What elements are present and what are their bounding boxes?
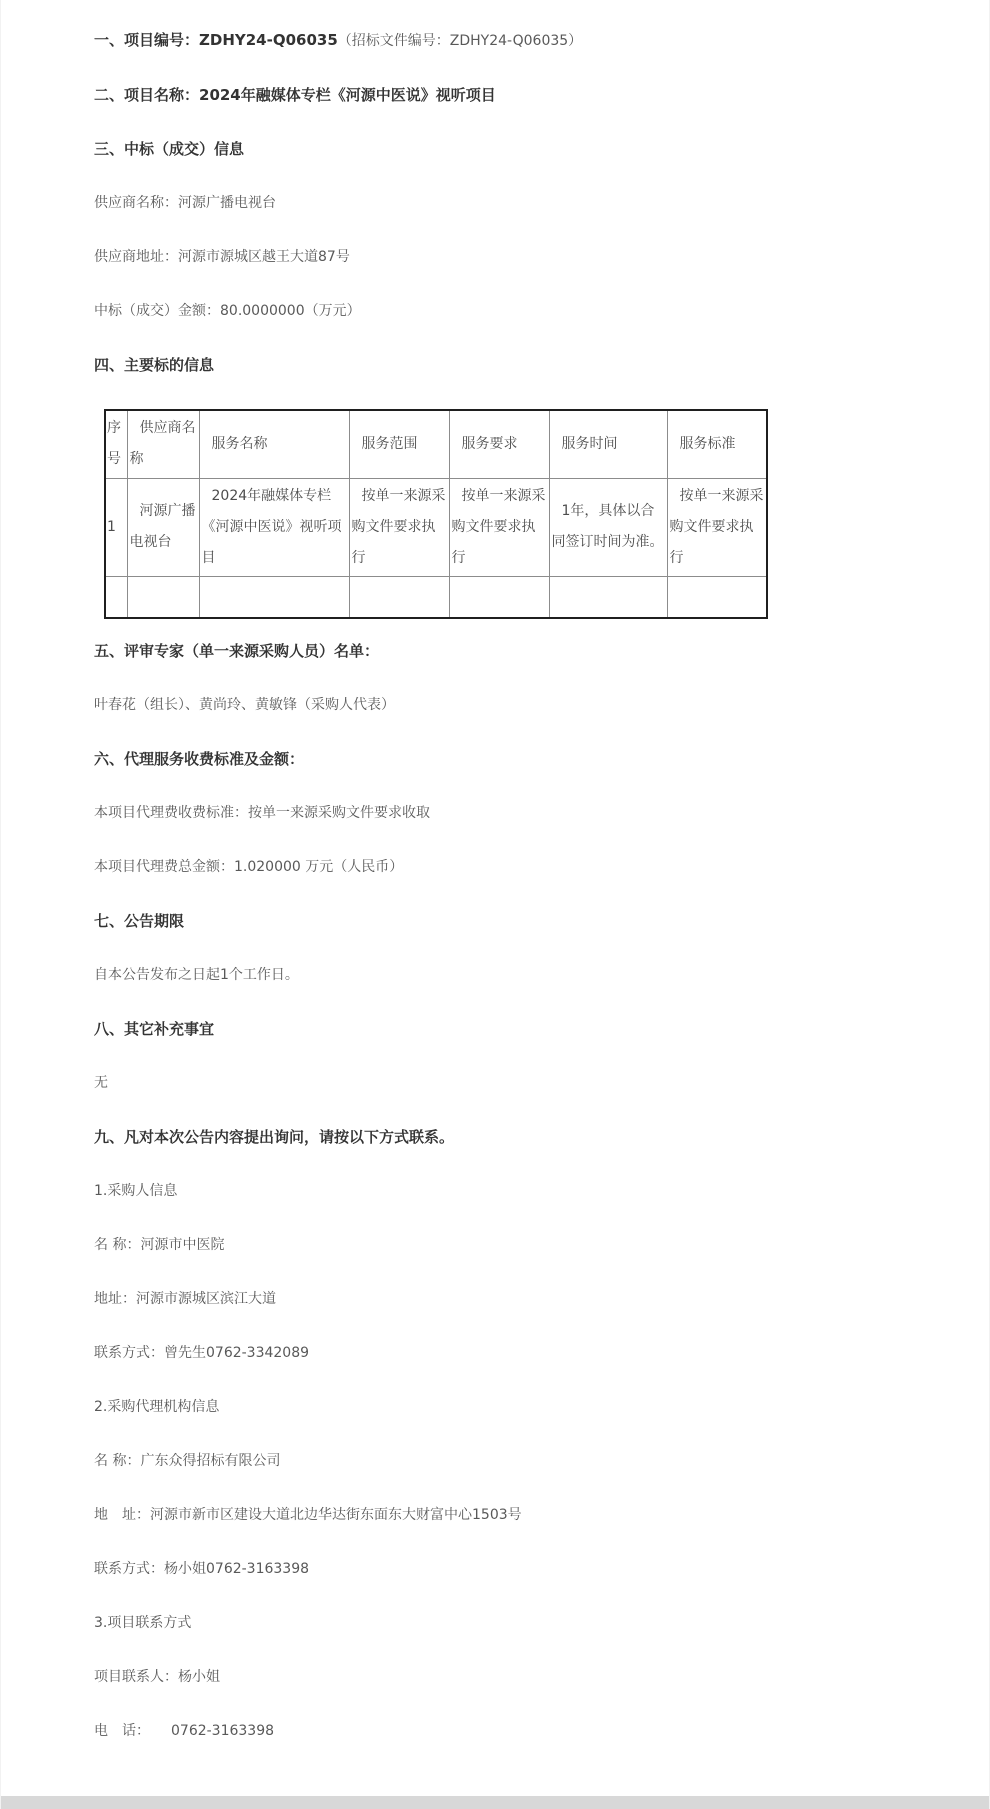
section-5-heading: 五、评审专家（单一来源采购人员）名单：: [94, 642, 380, 660]
col-header-service-req: 服务要求: [449, 410, 549, 478]
tender-doc-number: （招标文件编号：ZDHY24-Q06035）: [337, 33, 583, 49]
announcement-body: [1, 0, 990, 1741]
cell-service-req: 按单一来源采购文件要求执行: [449, 478, 549, 576]
cell-empty: [199, 576, 349, 618]
agency-fee-standard-text: 本项目代理费收费标准：按单一来源采购文件要求收取: [94, 805, 430, 821]
cell-supplier: 河源广播电视台: [127, 478, 199, 576]
col-header-supplier: 供应商名称: [127, 410, 199, 478]
col-header-service-time: 服务时间: [549, 410, 667, 478]
cell-service-name: 2024年融媒体专栏《河源中医说》视听项目: [199, 478, 349, 576]
agency-info-label: 2.采购代理机构信息: [94, 1399, 220, 1415]
section-6-heading: 六、代理服务收费标准及金额：: [94, 750, 305, 768]
cell-empty: [549, 576, 667, 618]
cell-seq: 1: [105, 478, 127, 576]
project-contact-person-text: 项目联系人：杨小姐: [94, 1669, 220, 1685]
section-4-heading: 四、主要标的信息: [94, 356, 215, 374]
experts-list-text: 叶春花（组长）、黄尚玲、黄敏锋（采购人代表）: [94, 697, 395, 713]
bottom-divider-bar: [1, 1796, 990, 1809]
col-header-seq: 序号: [105, 410, 127, 478]
supplement-text: 无: [94, 1075, 108, 1091]
buyer-info-label: 1.采购人信息: [94, 1183, 178, 1199]
buyer-address-text: 地址：河源市源城区滨江大道: [94, 1291, 276, 1307]
section-3-heading: 三、中标（成交）信息: [94, 140, 245, 158]
announcement-period-text: 自本公告发布之日起1个工作日。: [94, 967, 299, 983]
buyer-contact-text: 联系方式：曾先生0762-3342089: [94, 1345, 310, 1361]
agency-fee-total-text: 本项目代理费总金额：1.020000 万元（人民币）: [94, 859, 404, 875]
agency-contact-text: 联系方式：杨小姐0762-3163398: [94, 1561, 310, 1577]
cell-empty: [349, 576, 449, 618]
buyer-name-text: 名 称：河源市中医院: [94, 1237, 225, 1253]
section-2-heading: 二、项目名称：2024年融媒体专栏《河源中医说》视听项目: [94, 86, 496, 104]
col-header-service-std: 服务标准: [667, 410, 767, 478]
table-header-row: [105, 410, 767, 478]
cell-empty: [449, 576, 549, 618]
cell-service-time: 1年，具体以合同签订时间为准。: [549, 478, 667, 576]
project-contact-label: 3.项目联系方式: [94, 1615, 192, 1631]
table-row-empty: [105, 576, 767, 618]
cell-empty: [105, 576, 127, 618]
col-header-service-name: 服务名称: [199, 410, 349, 478]
cell-empty: [667, 576, 767, 618]
cell-service-scope: 按单一来源采购文件要求执行: [349, 478, 449, 576]
supplier-name-text: 供应商名称：河源广播电视台: [94, 195, 276, 211]
project-phone-text: 电 话： 0762-3163398: [94, 1723, 275, 1739]
section-7-heading: 七、公告期限: [94, 912, 185, 930]
supplier-address-text: 供应商地址：河源市源城区越王大道87号: [94, 249, 350, 265]
col-header-service-scope: 服务范围: [349, 410, 449, 478]
agency-address-text: 地 址：河源市新市区建设大道北边华达街东面东大财富中心1503号: [94, 1507, 522, 1523]
award-amount-text: 中标（成交）金额：80.0000000（万元）: [94, 303, 361, 319]
section-1-heading: [94, 30, 901, 51]
section-8-heading: 八、其它补充事宜: [94, 1020, 215, 1038]
cell-empty: [127, 576, 199, 618]
main-items-table: [104, 409, 768, 619]
agency-name-text: 名 称：广东众得招标有限公司: [94, 1453, 281, 1469]
section-9-heading: 九、凡对本次公告内容提出询问，请按以下方式联系。: [94, 1128, 455, 1146]
cell-service-std: 按单一来源采购文件要求执行: [667, 478, 767, 576]
project-number-bold: 一、项目编号：ZDHY24-Q06035: [94, 31, 338, 49]
table-row: [105, 478, 767, 576]
